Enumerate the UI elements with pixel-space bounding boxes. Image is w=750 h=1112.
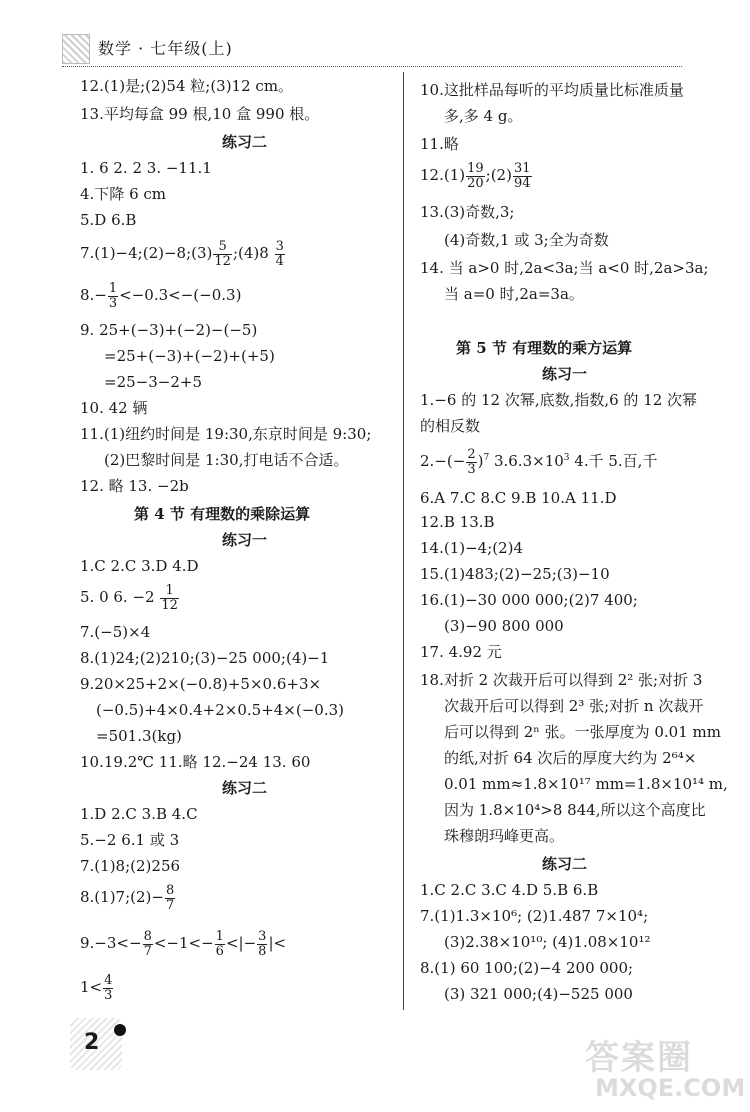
answer-line: 的纸,对折 64 次后的厚度大约为 2⁶⁴× [444,749,697,767]
answer-line: 8.(1)24;(2)210;(3)−25 000;(4)−1 [80,649,330,667]
fraction: $\frac{3}{8}$ [258,928,267,959]
answer-line: 0.01 mm≈1.8×10¹⁷ mm=1.8×10¹⁴ m, [444,775,728,793]
answer-line: (3)−90 800 000 [444,617,564,635]
answer-line: 1.−6 的 12 次幂,底数,指数,6 的 12 次幂 [420,391,698,409]
fraction: $\frac{2}{3}$ [467,446,476,477]
answer-line: =25−3−2+5 [104,373,202,391]
answer-line: 1. 6 2. 2 3. −11.1 [80,159,212,177]
answer-line: (3)2.38×10¹⁰; (4)1.08×10¹² [444,933,651,951]
answer-line: 1.D 2.C 3.B 4.C [80,805,198,823]
fraction: $\frac{4}{3}$ [104,972,113,1003]
header-divider [62,66,682,67]
watermark [585,1030,745,1106]
column-divider [403,72,404,1010]
answer-line: 7.(1)1.3×10⁶; (2)1.487 7×10⁴; [420,907,649,925]
answer-line: 1< $\frac{4}{3}$ [80,972,113,1003]
answer-line: 因为 1.8×10⁴>8 844,所以这个高度比 [444,801,706,819]
page-header [62,30,422,66]
exercise-heading: 练习二 [222,133,268,151]
answer-line: 7.(1)−4;(2)−8;(3) $\frac{5}{12}$ ;(4)8 $\frac{3}{4}$ [80,238,284,269]
section-heading: 第 4 节 有理数的乘除运算 [134,505,311,523]
answer-line: 16.(1)−30 000 000;(2)7 400; [420,591,638,609]
answer-line: 9.20×25+2×(−0.8)+5×0.6+3× [80,675,322,693]
answer-line: 17. 4.92 元 [420,643,502,661]
answer-line: 珠穆朗玛峰更高。 [444,827,565,845]
page-number: 2 [84,1030,100,1055]
answer-line: 后可以得到 2ⁿ 张。一张厚度为 0.01 mm [444,723,721,741]
answer-line: 7.(1)8;(2)256 [80,857,181,875]
answer-line: 14. 当 a>0 时,2a<3a;当 a<0 时,2a>3a; [420,259,709,277]
answer-line: 8.− $\frac{1}{3}$ <−0.3<−(−0.3) [80,280,242,311]
section-heading: 第 5 节 有理数的乘方运算 [456,339,633,357]
exercise-heading: 练习一 [222,531,268,549]
answer-line: 13.平均每盒 99 根,10 盒 990 根。 [80,105,320,123]
fraction: $\frac{8}{7}$ [165,882,175,913]
answer-line: (2)巴黎时间是 1:30,打电话不合适。 [104,451,349,469]
answer-line: 12.(1) $\frac{19}{20}$ ;(2) $\frac{31}{94}$ [420,160,531,191]
fraction: $\frac{5}{12}$ [214,238,231,269]
answer-line: 多,多 4 g。 [444,107,523,125]
answer-line: 15.(1)483;(2)−25;(3)−10 [420,565,610,583]
answer-line: 11.略 [420,135,459,153]
header-decoration-icon [62,34,90,64]
dot-icon [114,1024,126,1036]
answer-line: 5.D 6.B [80,211,137,229]
answer-line: 8.(1)7;(2)− $\frac{8}{7}$ [80,882,175,913]
watermark-site: MXQE.COM [595,1074,746,1102]
answer-line: =501.3(kg) [96,727,182,745]
answer-line: 12.(1)是;(2)54 粒;(3)12 cm。 [80,77,294,95]
answer-line: 18.对折 2 次裁开后可以得到 2² 张;对折 3 [420,671,703,689]
fraction: $\frac{31}{94}$ [513,160,531,191]
fraction: $\frac{1}{6}$ [215,928,224,959]
fraction: $\frac{1}{12}$ [161,582,178,613]
fraction: $\frac{19}{20}$ [467,160,484,191]
answer-line: 9.−3<− $\frac{8}{7}$ <−1<− $\frac{1}{6}$ <|− $\frac{3}{8}$ |< [80,928,287,959]
exercise-heading: 练习二 [542,855,588,873]
answer-line: 9. 25+(−3)+(−2)−(−5) [80,321,258,339]
exercise-heading: 练习二 [222,779,268,797]
answer-line: (−0.5)+4×0.4+2×0.5+4×(−0.3) [96,701,345,719]
answer-line: 13.(3)奇数,3; [420,203,515,221]
answer-line: 12.B 13.B [420,513,495,531]
watermark-brand: 答案圈 [585,1038,693,1078]
answer-line: (4)奇数,1 或 3;全为奇数 [444,231,609,249]
answer-line: 当 a=0 时,2a=3a。 [444,285,584,303]
answer-line: 14.(1)−4;(2)4 [420,539,524,557]
answer-line: 5. 0 6. −2 $\frac{1}{12}$ [80,582,178,613]
answer-line: 的相反数 [420,417,481,435]
answer-line: 10.这批样品每听的平均质量比标准质量 [420,81,684,99]
answer-line: 5.−2 6.1 或 3 [80,831,180,849]
exercise-heading: 练习一 [542,365,588,383]
answer-line: 1.C 2.C 3.C 4.D 5.B 6.B [420,881,599,899]
answer-line: 2.−(− $\frac{2}{3}$ )$^7$ $3.6.3\times 10^3$ 4.千 5.百,千 [420,446,658,477]
fraction: $\frac{8}{7}$ [143,928,152,959]
answer-line: 11.(1)纽约时间是 19:30,东京时间是 9:30; [80,425,372,443]
answer-line: =25+(−3)+(−2)+(+5) [104,347,275,365]
page-number-badge [70,1018,130,1078]
fraction: $\frac{1}{3}$ [108,280,118,311]
answer-line: 10. 42 辆 [80,399,148,417]
fraction: $\frac{3}{4}$ [275,238,284,269]
answer-line: 10.19.2℃ 11.略 12.−24 13. 60 [80,753,311,771]
answer-line: 6.A 7.C 8.C 9.B 10.A 11.D [420,489,617,507]
header-title: 数学 · 七年级(上) [98,39,233,58]
answer-line: 次裁开后可以得到 2³ 张;对折 n 次裁开 [444,697,704,715]
answer-line: 4.下降 6 cm [80,185,167,203]
answer-line: 7.(−5)×4 [80,623,151,641]
answer-line: 1.C 2.C 3.D 4.D [80,557,199,575]
answer-line: 8.(1) 60 100;(2)−4 200 000; [420,959,634,977]
answer-line: 12. 略 13. −2b [80,477,189,495]
answer-line: (3) 321 000;(4)−525 000 [444,985,633,1003]
